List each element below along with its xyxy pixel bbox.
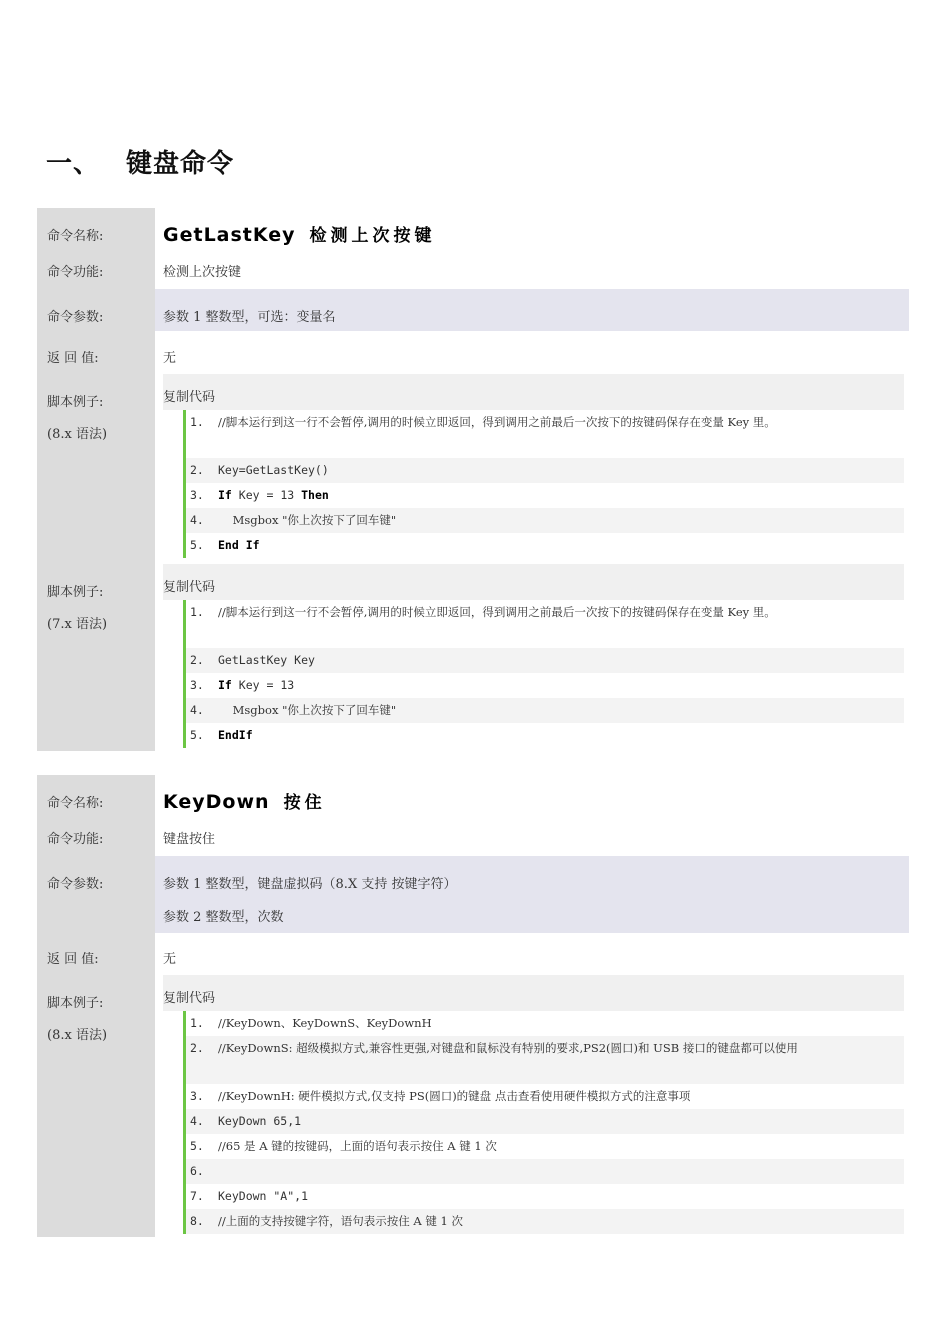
code-line: 5. EndIf <box>190 728 253 742</box>
command-name <box>155 775 909 830</box>
section-title <box>46 143 234 180</box>
copy-code-link[interactable]: 复制代码 <box>163 975 904 1011</box>
code-line: 5. End If <box>190 538 260 552</box>
example-body <box>155 564 909 751</box>
code-line: 4. Msgbox "你上次按下了回车键" <box>186 508 904 533</box>
example-block-7x <box>37 564 909 751</box>
command-name-cn: 按住 <box>283 793 326 813</box>
syntax-label: (7.x 语法) <box>47 617 108 632</box>
copy-code-link[interactable]: 复制代码 <box>163 564 904 600</box>
name-label: 命令名称: <box>37 208 155 263</box>
example-body <box>155 374 909 564</box>
params-row <box>37 856 909 933</box>
name-row <box>37 775 909 830</box>
function-row <box>37 830 909 856</box>
return-label: 返 回 值: <box>37 331 155 374</box>
example-block-8x <box>37 374 909 564</box>
example-body <box>155 975 909 1237</box>
param-1: 参数 1 整数型，键盘虚拟码（8.X 支持 按键字符） <box>163 877 457 892</box>
function-label: 命令功能: <box>37 263 155 289</box>
function-value: 键盘按住 <box>163 832 216 847</box>
code-block <box>183 1011 904 1234</box>
function-label: 命令功能: <box>37 830 155 856</box>
command-name-cn: 检测上次按键 <box>309 226 436 246</box>
name-label: 命令名称: <box>37 775 155 830</box>
example-label-text: 脚本例子: <box>47 395 104 410</box>
code-line: 1. //脚本运行到这一行不会暂停,调用的时候立即返回，得到调用之前最后一次按下的按键码保存在变量 Key 里。 <box>190 605 776 619</box>
code-line: 2. Key=GetLastKey() <box>186 458 904 483</box>
syntax-label: (8.x 语法) <box>47 427 108 442</box>
command-table-keydown <box>37 775 909 1237</box>
code-line: 1. //KeyDown、KeyDownS、KeyDownH <box>190 1016 432 1030</box>
return-value: 无 <box>163 351 177 366</box>
params-label: 命令参数: <box>37 856 155 933</box>
command-table-getlastkey <box>37 208 909 751</box>
example-label-text: 脚本例子: <box>47 996 104 1011</box>
return-row <box>37 331 909 374</box>
section-number: 一、 <box>46 149 101 179</box>
params-values <box>155 856 909 933</box>
code-line: 4. KeyDown 65,1 <box>186 1109 904 1134</box>
example-label <box>37 564 155 751</box>
code-line: 4. Msgbox "你上次按下了回车键" <box>186 698 904 723</box>
code-line: 3. If Key = 13 Then <box>190 488 329 502</box>
code-line: 8. //上面的支持按键字符，语句表示按住 A 键 1 次 <box>186 1209 904 1234</box>
code-line: 1. //脚本运行到这一行不会暂停,调用的时候立即返回，得到调用之前最后一次按下的按键码保存在变量 Key 里。 <box>190 415 776 429</box>
params-label: 命令参数: <box>37 289 155 331</box>
code-line: 2. GetLastKey Key <box>186 648 904 673</box>
function-row <box>37 263 909 289</box>
code-line: 5. //65 是 A 键的按键码，上面的语句表示按住 A 键 1 次 <box>190 1139 497 1153</box>
command-name-en: KeyDown <box>163 791 270 813</box>
return-row <box>37 933 909 975</box>
code-block <box>183 410 904 558</box>
example-block-8x <box>37 975 909 1237</box>
params-row <box>37 289 909 331</box>
section-heading: 键盘命令 <box>126 149 235 179</box>
code-line: 3. //KeyDownH: 硬件模拟方式,仅支持 PS(圆口)的键盘 点击查看使用硬件模拟方式的注意事项 <box>190 1089 691 1103</box>
code-line: 6. <box>186 1159 904 1184</box>
example-label-text: 脚本例子: <box>47 585 104 600</box>
example-label <box>37 374 155 564</box>
syntax-label: (8.x 语法) <box>47 1028 108 1043</box>
command-name <box>155 208 909 263</box>
code-line: 3. If Key = 13 <box>190 678 295 692</box>
param-2: 参数 2 整数型，次数 <box>163 910 284 925</box>
return-label: 返 回 值: <box>37 933 155 975</box>
params-value: 参数 1 整数型，可选：变量名 <box>155 289 909 331</box>
copy-code-link[interactable]: 复制代码 <box>163 374 904 410</box>
code-block <box>183 600 904 748</box>
return-value: 无 <box>163 952 177 967</box>
code-line: 2. //KeyDownS: 超级模拟方式,兼容性更强,对键盘和鼠标没有特别的要求,PS2(圆口)和 USB 接口的键盘都可以使用 <box>186 1036 904 1084</box>
command-name-en: GetLastKey <box>163 224 296 246</box>
code-line: 7. KeyDown "A",1 <box>190 1189 309 1203</box>
example-label <box>37 975 155 1237</box>
name-row <box>37 208 909 263</box>
function-value: 检测上次按键 <box>163 265 242 280</box>
